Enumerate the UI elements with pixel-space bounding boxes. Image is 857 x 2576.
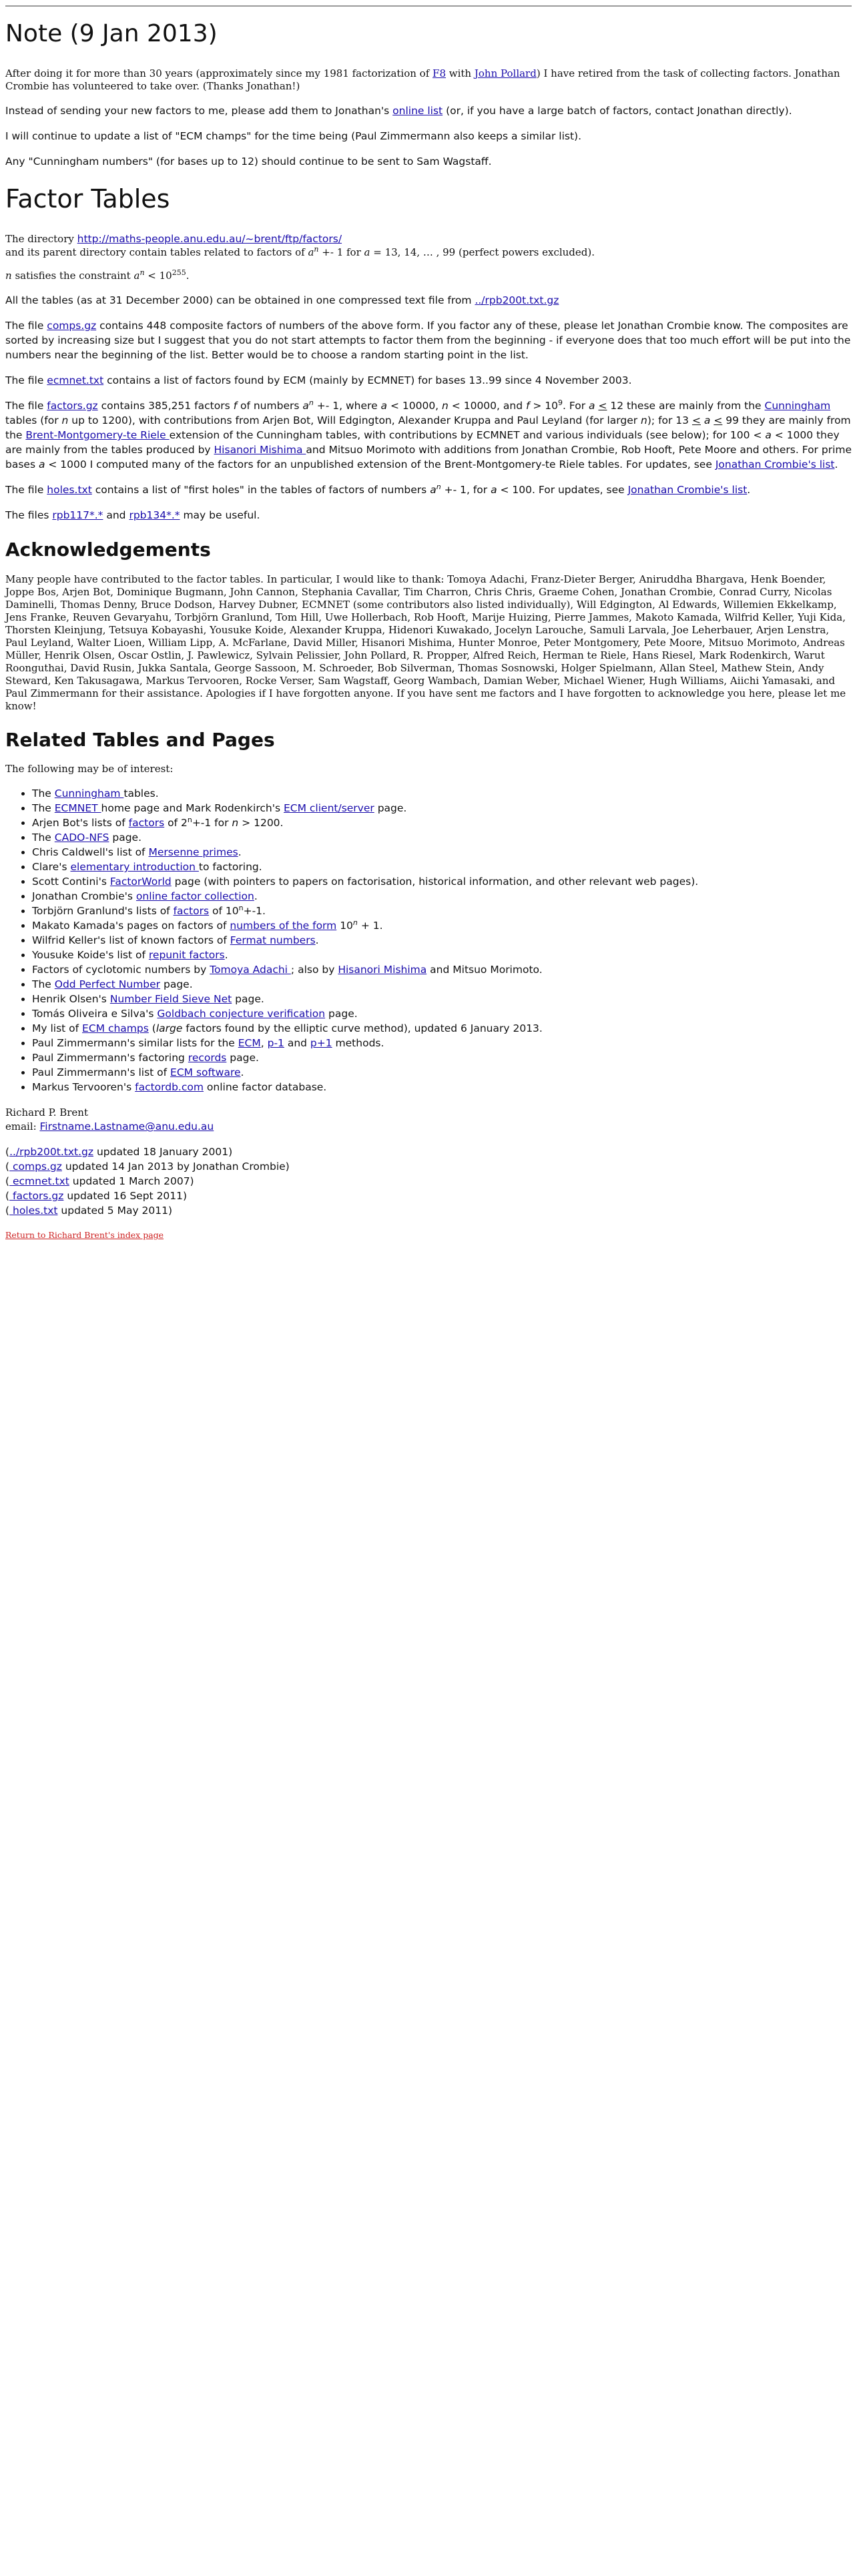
return-paragraph <box>5 1229 852 1241</box>
granlund-factors-link[interactable]: factors <box>173 905 210 918</box>
goldbach-link[interactable]: Goldbach conjecture verification <box>157 1008 326 1020</box>
cado-nfs-link[interactable]: CADO-NFS <box>54 832 109 844</box>
ecmnet-update-link[interactable]: ecmnet.txt <box>9 1175 69 1188</box>
mersenne-primes-link[interactable]: Mersenne primes <box>148 846 238 859</box>
acknowledgements-title: Acknowledgements <box>5 539 211 561</box>
hisanori-mishima-link[interactable]: Hisanori Mishima <box>214 444 306 456</box>
note-title: Note (9 Jan 2013) <box>5 20 218 47</box>
holes-paragraph: The file holes.txt contains a list of "first holes" in the tables of factors of numbers $a^n +- 1$, for a < 100. For updates, see Jonathan Crombie's list. <box>5 482 751 497</box>
rpb134-link[interactable]: rpb134*.* <box>129 509 180 522</box>
list-item: • Makato Kamada's pages on factors of numbers of the form $10^n + 1$. <box>32 918 852 933</box>
fermat-numbers-link[interactable]: Fermat numbers <box>230 934 316 947</box>
list-item: • Chris Caldwell's list of Mersenne primes. <box>32 845 852 860</box>
rpb200t-link[interactable]: ../rpb200t.txt.gz <box>475 294 559 307</box>
online-list-link[interactable]: online list <box>392 105 443 117</box>
list-item: • The CADO-NFS page. <box>32 830 852 845</box>
list-item: • Factors of cyclotomic numbers by Tomoya Adachi ; also by Hisanori Mishima and Mitsuo Morimoto. <box>32 962 852 977</box>
zimmermann-p-minus-1-link[interactable]: p-1 <box>267 1037 284 1050</box>
email-link[interactable]: Firstname.Lastname@anu.edu.au <box>39 1120 214 1133</box>
list-item: • Paul Zimmermann's list of ECM software. <box>32 1065 852 1080</box>
factor-tables-title: Factor Tables <box>5 184 170 214</box>
f8-link[interactable]: F8 <box>433 67 446 80</box>
comps-paragraph: The file comps.gz contains 448 composite factors of numbers of the above form. If you factor any of these, please let Jonathan Crombie know. The composites are sorted by increasing size but I suggest that you do not start attempts to factor them from the beginning - if everyone does that too much effort will be put into the numbers near the beginning of the list. Better would be to choose a random starting point in the list. <box>5 320 851 362</box>
list-item: • Henrik Olsen's Number Field Sieve Net page. <box>32 992 852 1006</box>
ecmnet-home-link[interactable]: ECMNET <box>54 802 101 815</box>
numbers-of-the-form-link[interactable]: numbers of the form <box>230 920 337 932</box>
rpb200t-update-link[interactable]: ../rpb200t.txt.gz <box>9 1146 94 1159</box>
factoring-records-link[interactable]: records <box>188 1052 227 1064</box>
list-item: • Torbjörn Granlund's lists of factors of $10^n+-1$. <box>32 904 852 918</box>
ecm-champs-link[interactable]: ECM champs <box>82 1022 149 1035</box>
file-update-row: (../rpb200t.txt.gz updated 18 January 2001) <box>5 1146 233 1159</box>
note-paragraph-4: Any "Cunningham numbers" (for bases up to 12) should continue to be sent to Sam Wagstaff. <box>5 155 492 168</box>
acknowledgements-text: Many people have contributed to the factor tables. In particular, I would like to thank: Tomoya Adachi, Franz-Dieter Berger, Aniruddha Bhargava, Henk Boender, Joppe Bos, Arjen Bot, Dominique Bugmann, John Cannon, Stephania Cavallar, Tim Charron, Chris Chris, Graeme Cohen, Jonathan Crombie, Conrad Curry, Nicolas Daminelli, Thomas Denny, Bruce Dodson, Harvey Dubner, ECMNET (some contributors also listed individually), Will Edgington, Al Edwards, Willemien Ekkelkamp, Jens Franke, Reuven Gevaryahu, Torbjörn Granlund, Tom Hill, Uwe Hollerbach, Rob Hooft, Marije Huizing, Pierre Jammes, Makoto Kamada, Wilfrid Keller, Yuji Kida, Thorsten Kleinjung, Tetsuya Kobayashi, Yousuke Koide, Alexander Kruppa, Hidenori Kuwakado, Jocelyn Larouche, Samuli Larvala, Joe Leherbauer, Arjen Lenstra, Paul Leyland, Walter Lioen, William Lipp, A. McFarlane, David Miller, Hisanori Mishima, Hunter Monroe, Peter Montgomery, Pete Moore, Mitsuo Morimoto, Andreas Müller, Henrik Olsen, Oscar Ostlin, J. Pawlewicz, Sylvain Pelissier, John Pollard, R. Propper, Alfred Reich, Herman te Riele, Hans Riesel, Mark Rodenkirch, Warut Roonguthai, David Rusin, Jukka Santala, George Sassoon, M. Schroeder, Bob Silverman, Thomas Sosnowski, Holger Spielmann, Allan Steel, Mathew Stein, Andy Steward, Ken Takusagawa, Markus Tervooren, Rocke Verser, Sam Wagstaff, Georg Wambach, Damian Weber, Michael Wiener, Hugh Williams, Aiichi Yamasaki, and Paul Zimmermann for their assistance. Apologies if I have forgotten anyone. If you have sent me factors and I have forgotten to acknowledge you here, please let me know! <box>5 573 846 712</box>
nfs-net-link[interactable]: Number Field Sieve Net <box>109 993 232 1006</box>
holes-link[interactable]: holes.txt <box>47 484 92 497</box>
rpb117-link[interactable]: rpb117*.* <box>52 509 103 522</box>
related-title: Related Tables and Pages <box>5 728 275 751</box>
list-item: • Clare's elementary introduction to factoring. <box>32 860 852 874</box>
tomoya-adachi-link[interactable]: Tomoya Adachi <box>210 964 291 976</box>
top-divider <box>5 5 852 7</box>
rpb-files-paragraph: The files rpb117*.* and rpb134*.* may be useful. <box>5 509 260 522</box>
list-item: • Paul Zimmermann's factoring records page. <box>32 1050 852 1065</box>
list-item: • The ECMNET home page and Mark Rodenkirch's ECM client/server page. <box>32 801 852 816</box>
ecmnet-link[interactable]: ecmnet.txt <box>47 374 104 387</box>
repunit-factors-link[interactable]: repunit factors <box>148 949 225 962</box>
factors-update-link[interactable]: factors.gz <box>9 1190 64 1203</box>
jonathan-crombie-list-link-2[interactable]: Jonathan Crombie's list <box>627 484 748 497</box>
file-updates <box>5 1145 852 1218</box>
file-update-row: ( factors.gz updated 16 Sept 2011) <box>5 1190 188 1203</box>
return-index-link[interactable]: Return to Richard Brent's index page <box>5 1230 164 1241</box>
ecmnet-paragraph: The file ecmnet.txt contains a list of factors found by ECM (mainly by ECMNET) for bases 13..99 since 4 November 2003. <box>5 374 632 387</box>
file-update-row: ( holes.txt updated 5 May 2011) <box>5 1205 173 1217</box>
author-name: Richard P. Brent <box>5 1106 88 1119</box>
file-update-row: ( comps.gz updated 14 Jan 2013 by Jonathan Crombie) <box>5 1161 290 1173</box>
cunningham-tables-link[interactable]: Cunningham <box>54 787 124 800</box>
list-item: • Jonathan Crombie's online factor collection. <box>32 889 852 904</box>
directory-paragraph: The directory http://maths-people.anu.edu.au/~brent/ftp/factors/ and its parent directory contain tables related to factors of $a^n +- 1$ for a = 13, 14, … , 99 (perfect powers excluded). <box>5 233 595 259</box>
zimmermann-p-plus-1-link[interactable]: p+1 <box>310 1037 332 1050</box>
list-item: • Tomás Oliveira e Silva's Goldbach conjecture verification page. <box>32 1006 852 1021</box>
factorworld-link[interactable]: FactorWorld <box>109 876 172 888</box>
file-update-row: ( ecmnet.txt updated 1 March 2007) <box>5 1175 194 1188</box>
john-pollard-link[interactable]: John Pollard <box>474 67 537 80</box>
factordb-link[interactable]: factordb.com <box>135 1081 204 1094</box>
list-item: • Arjen Bot's lists of factors of $2^n+-1$ for n > 1200. <box>32 816 852 830</box>
list-item: • The Cunningham tables. <box>32 786 852 801</box>
list-item: • Scott Contini's FactorWorld page (with pointers to papers on factorisation, historical information, and other relevant web pages). <box>32 874 852 889</box>
list-item: • Paul Zimmermann's similar lists for the ECM, p-1 and p+1 methods. <box>32 1036 852 1050</box>
related-intro: The following may be of interest: <box>5 763 174 775</box>
directory-link[interactable]: http://maths-people.anu.edu.au/~brent/ftp/factors/ <box>77 233 342 246</box>
elementary-introduction-link[interactable]: elementary introduction <box>70 861 199 874</box>
ecm-software-link[interactable]: ECM software <box>170 1066 241 1079</box>
constraint-paragraph: n satisfies the constraint $a^n < 10^{255}$. <box>5 268 190 282</box>
odd-perfect-number-link[interactable]: Odd Perfect Number <box>54 978 161 991</box>
factors-paragraph: The file factors.gz contains 385,251 factors f of numbers $a^n +- 1$, where a < 10000, n < 10000, and $f > 10^9$. For a < 12 these are mainly from the Cunningham tables (for n up to 1200), with contributions from Arjen Bot, Will Edgington, Alexander Kruppa and Paul Leyland (for larger n); for 13 < a < 99 they are mainly from the Brent-Montgomery-te Riele extension of the Cunningham tables, with contributions by ECMNET and various individuals (see below); for 100 < a < 1000 they are mainly from the tables produced by Hisanori Mishima and Mitsuo Morimoto with additions from Jonathan Crombie, Rob Hooft, Pete Moore and others. For prime bases a < 1000 I computed many of the factors for an unpublished extension of the Brent-Montgomery-te Riele tables. For updates, see Jonathan Crombie's list. <box>5 398 852 471</box>
holes-update-link[interactable]: holes.txt <box>9 1205 58 1217</box>
comps-link[interactable]: comps.gz <box>47 320 97 332</box>
comps-update-link[interactable]: comps.gz <box>9 1161 62 1173</box>
note-paragraph-2: Instead of sending your new factors to me, please add them to Jonathan's online list (or, if you have a large batch of factors, contact Jonathan directly). <box>5 105 792 117</box>
brent-montgomery-te-riele-link[interactable]: Brent-Montgomery-te Riele <box>25 429 170 442</box>
note-paragraph-1: After doing it for more than 30 years (approximately since my 1981 factorization of F8 with John Pollard) I have retired from the task of collecting factors. Jonathan Crombie has volunteered to take over. (Thanks Jonathan!) <box>5 67 840 93</box>
ecm-client-server-link[interactable]: ECM client/server <box>283 802 374 815</box>
zimmermann-ecm-link[interactable]: ECM <box>238 1037 261 1050</box>
list-item: • Markus Tervooren's factordb.com online factor database. <box>32 1080 852 1094</box>
cunningham-link[interactable]: Cunningham <box>764 400 831 412</box>
author-block: Richard P. Brent email: Firstname.Lastname@anu.edu.au <box>5 1106 214 1133</box>
list-item: • Wilfrid Keller's list of known factors of Fermat numbers. <box>32 933 852 948</box>
hisanori-mishima-link-2[interactable]: Hisanori Mishima <box>338 964 427 976</box>
note-paragraph-3: I will continue to update a list of "ECM champs" for the time being (Paul Zimmermann also keeps a similar list). <box>5 130 582 143</box>
related-list <box>5 786 852 1094</box>
jonathan-crombie-list-link[interactable]: Jonathan Crombie's list <box>715 458 835 471</box>
bot-factors-link[interactable]: factors <box>128 817 165 830</box>
page <box>0 5 857 1241</box>
all-tables-paragraph: All the tables (as at 31 December 2000) can be obtained in one compressed text file from ../rpb200t.txt.gz <box>5 294 559 307</box>
online-factor-collection-link[interactable]: online factor collection <box>135 890 254 903</box>
list-item: • Yousuke Koide's list of repunit factors. <box>32 948 852 962</box>
list-item: • My list of ECM champs (large factors found by the elliptic curve method), updated 6 January 2013. <box>32 1021 852 1036</box>
list-item: • The Odd Perfect Number page. <box>32 977 852 992</box>
factors-link[interactable]: factors.gz <box>47 400 98 412</box>
